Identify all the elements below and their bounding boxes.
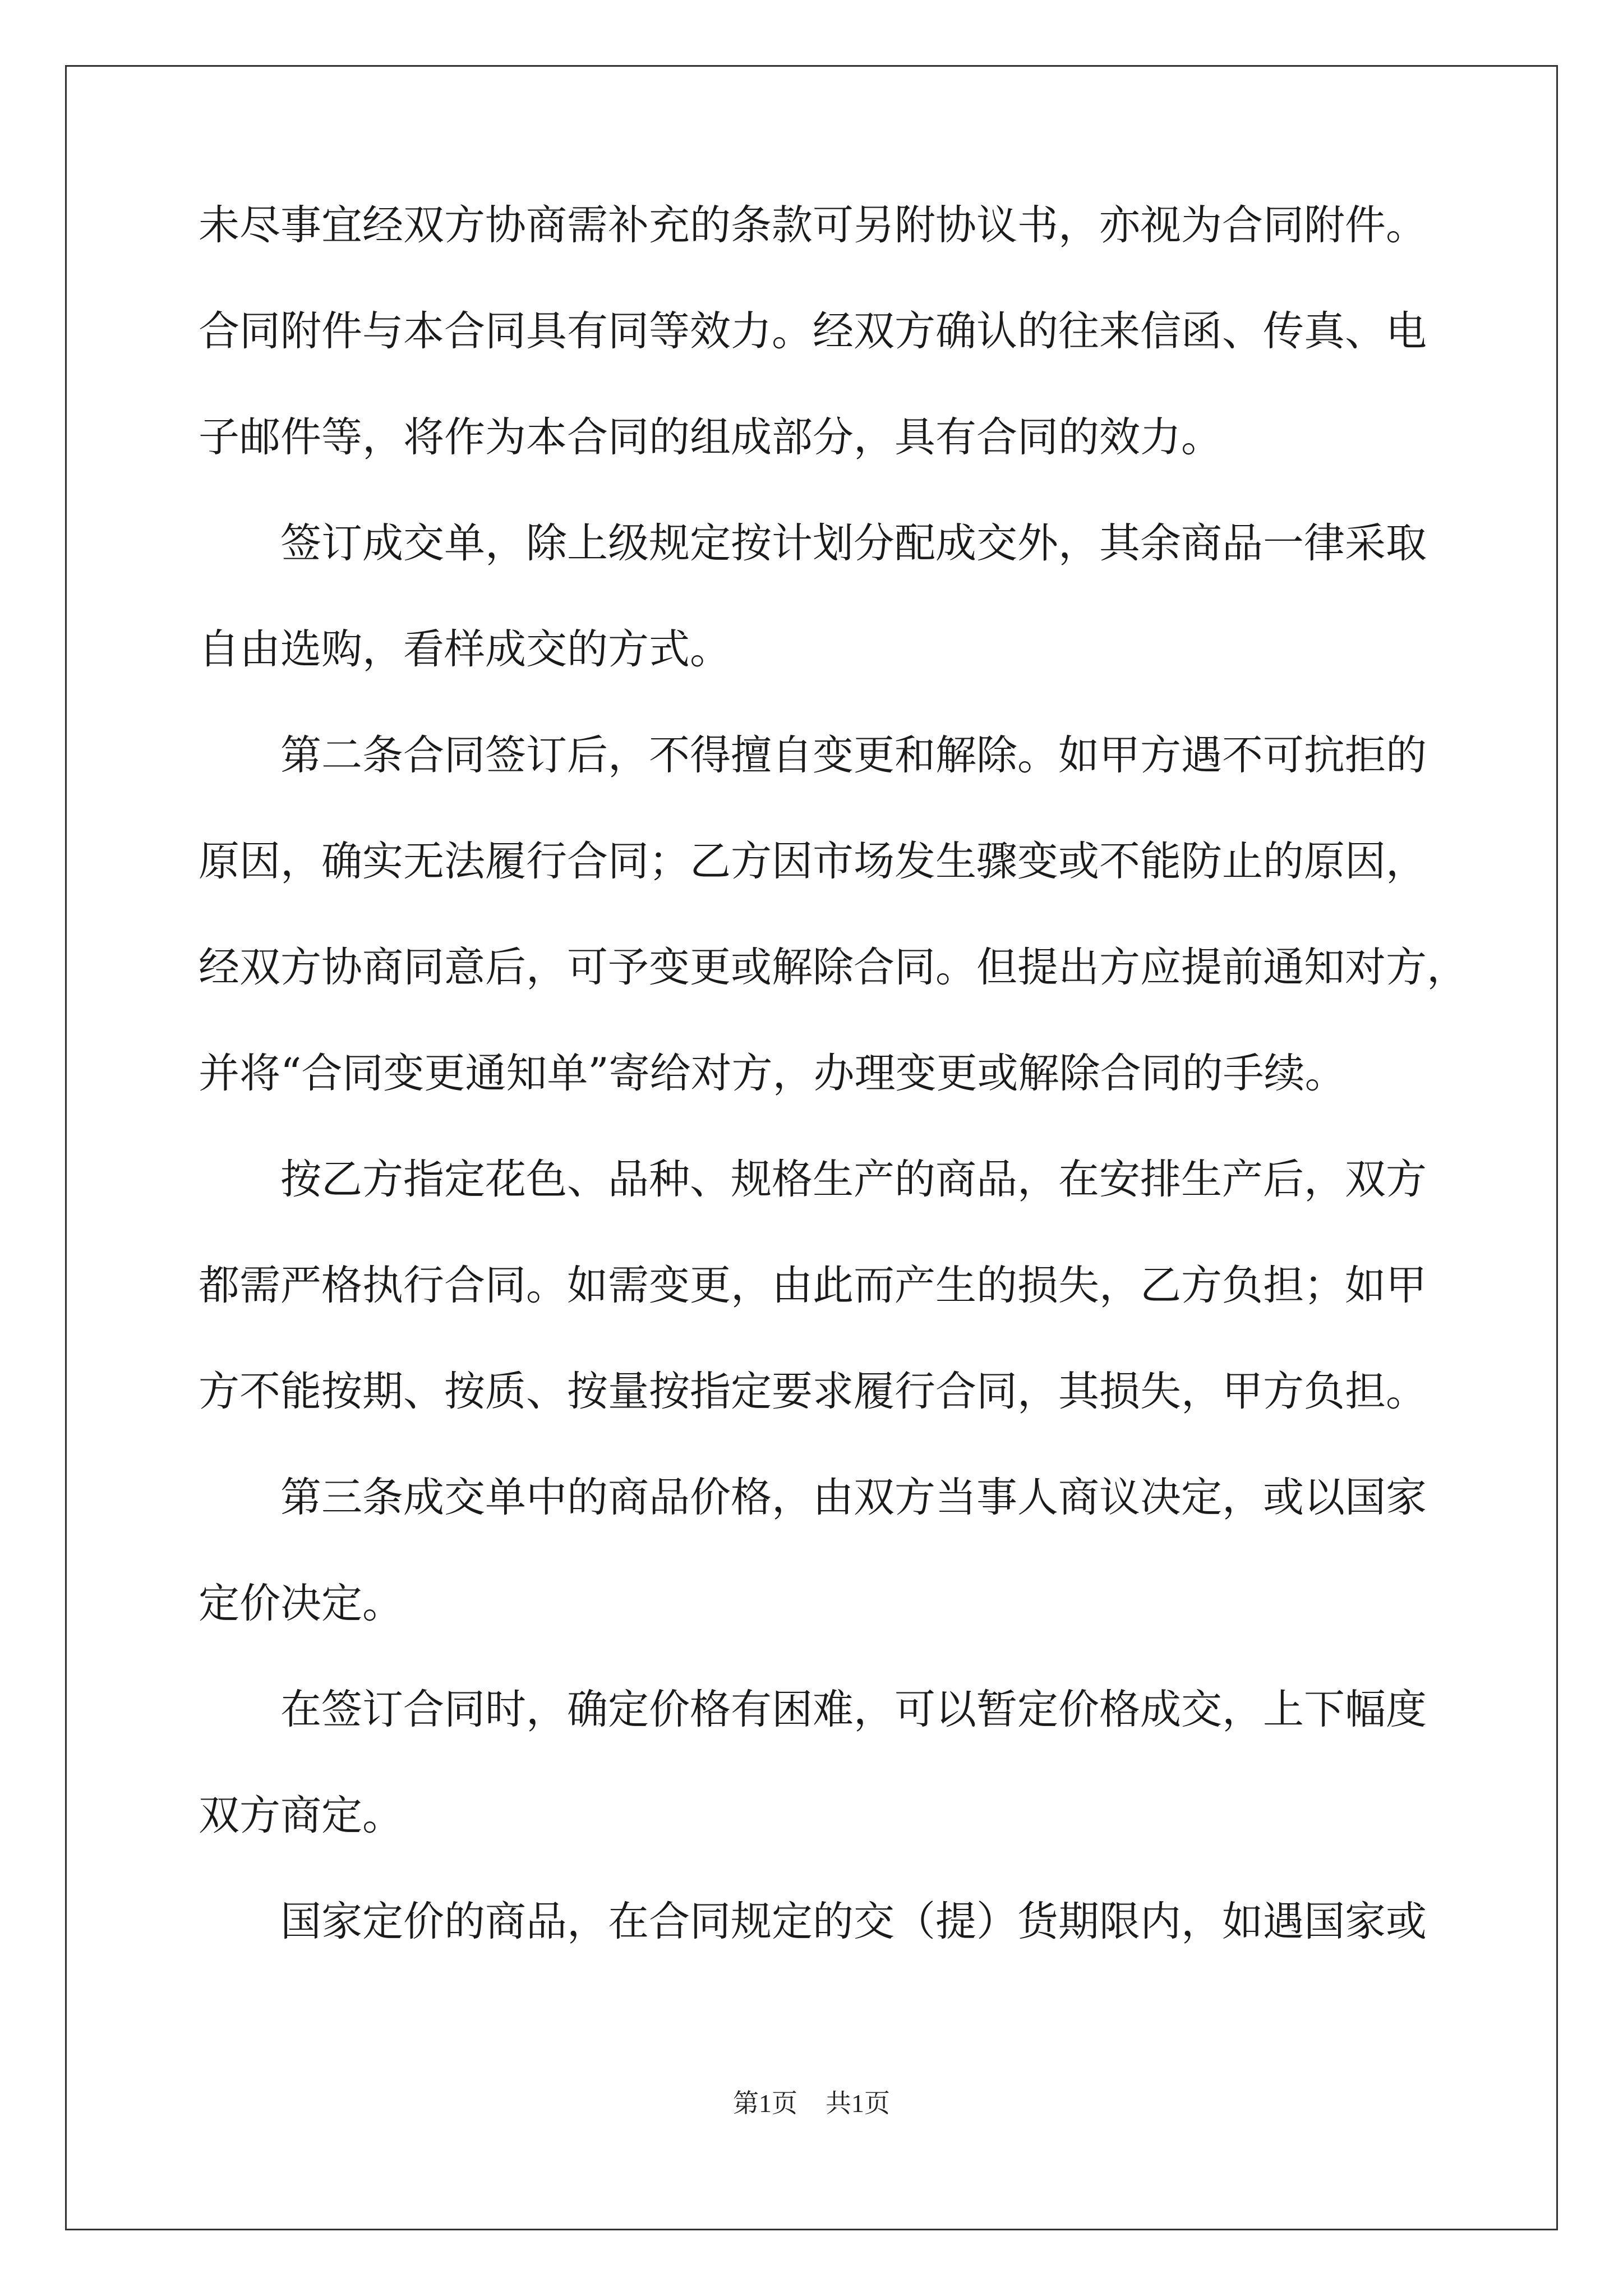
- text-line: 双方商定。: [199, 1792, 403, 1839]
- paragraph-first-line: 国家定价的商品，在合同规定的交（提）货期限内，如遇国家或: [280, 1898, 1427, 1945]
- text-line: 并将“合同变更通知单”寄给对方，办理变更或解除合同的手续。: [199, 1050, 1346, 1097]
- paragraph-first-line: 签订成交单，除上级规定按计划分配成交外，其余商品一律采取: [280, 519, 1427, 567]
- paragraph-first-line: 在签订合同时，确定价格有困难，可以暂定价格成交，上下幅度: [280, 1686, 1427, 1733]
- document-body: [199, 200, 1468, 2002]
- page-footer: [0, 2088, 1623, 2119]
- paragraph-first-line: 第三条成交单中的商品价格，由双方当事人商议决定，或以国家: [280, 1474, 1427, 1521]
- text-line: 自由选购，看样成交的方式。: [199, 625, 731, 673]
- text-line: 定价决定。: [199, 1580, 403, 1627]
- text-line: 未尽事宜经双方协商需补充的条款可另附协议书，亦视为合同附件。: [199, 201, 1427, 249]
- text-line: 子邮件等，将作为本合同的组成部分，具有合同的效力。: [199, 413, 1222, 461]
- paragraph-first-line: 按乙方指定花色、品种、规格生产的商品，在安排生产后，双方: [280, 1156, 1427, 1203]
- text-line: 合同附件与本合同具有同等效力。经双方确认的往来信函、传真、电: [199, 307, 1427, 355]
- text-line: 都需严格执行合同。如需变更，由此而产生的损失，乙方负担；如甲: [199, 1262, 1427, 1309]
- paragraph-first-line: 第二条合同签订后，不得擅自变更和解除。如甲方遇不可抗拒的: [280, 731, 1427, 779]
- page-number: 第1页: [733, 2089, 797, 2118]
- text-line: 原因，确实无法履行合同；乙方因市场发生骤变或不能防止的原因，: [199, 838, 1427, 885]
- text-line: 方不能按期、按质、按量按指定要求履行合同，其损失，甲方负担。: [199, 1368, 1427, 1415]
- text-line: 经双方协商同意后，可予变更或解除合同。但提出方应提前通知对方，: [199, 944, 1468, 991]
- page-total: 共1页: [826, 2089, 890, 2118]
